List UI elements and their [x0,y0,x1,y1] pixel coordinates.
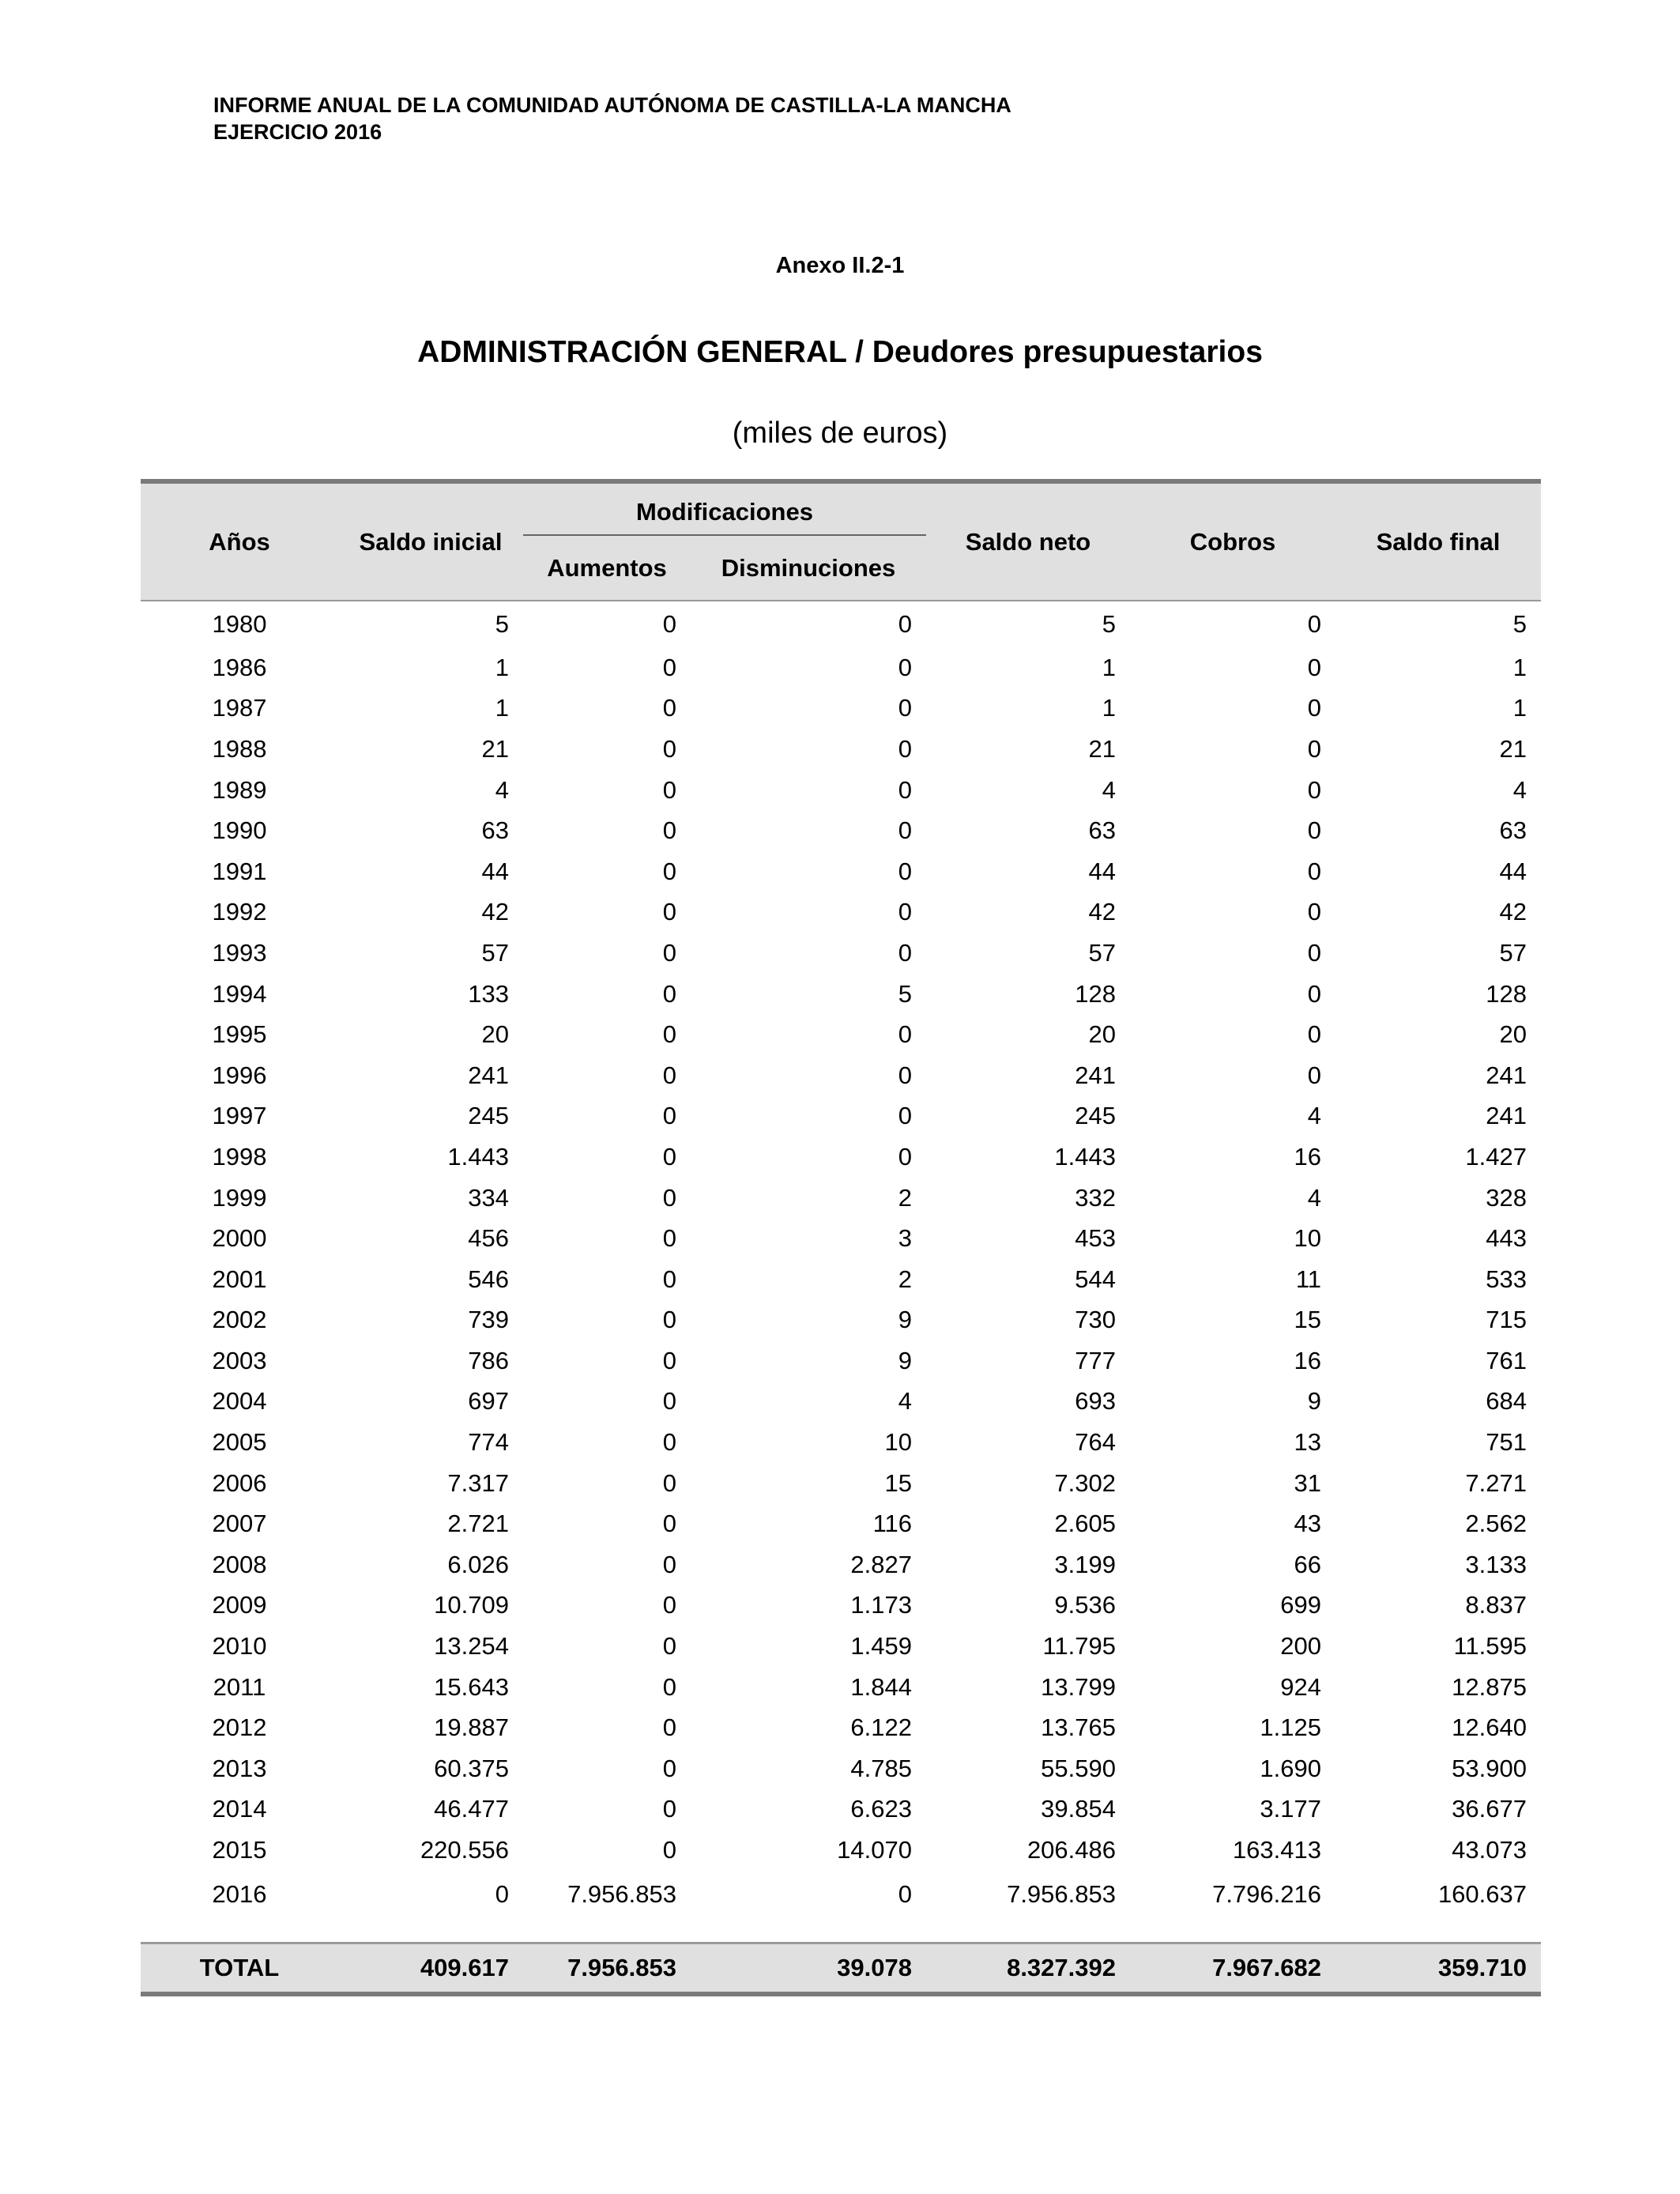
total-label: TOTAL [141,1943,338,1994]
cell-saldo-final: 2.562 [1465,1510,1527,1538]
cell-aumentos: 0 [662,1306,676,1334]
cell-saldo-neto: 693 [1075,1387,1116,1416]
cell-saldo-inicial: 44 [481,857,509,885]
cell-year: 2014 [212,1795,267,1823]
cell-cobros: 31 [1294,1468,1321,1497]
cell-year: 1997 [212,1102,267,1130]
cell-saldo-neto: 245 [1075,1102,1116,1130]
cell-saldo-final: 43.073 [1452,1836,1527,1864]
cell-saldo-final: 44 [1499,857,1527,885]
total-aumentos: 7.956.853 [523,1943,691,1994]
cell-aumentos: 0 [662,1183,676,1212]
cell-disminuciones: 0 [898,938,912,967]
total-spacer [141,1918,1541,1943]
cell-saldo-final: 533 [1486,1265,1527,1293]
table-row [141,1178,1541,1219]
cell-year: 1986 [212,653,267,681]
debtors-table-container [141,479,1541,1996]
cell-aumentos: 0 [662,1387,676,1416]
cell-cobros: 0 [1307,1061,1321,1089]
cell-saldo-final: 63 [1499,816,1527,845]
table-row [141,1096,1541,1137]
cell-year: 2008 [212,1550,267,1578]
cell-saldo-inicial: 57 [481,938,509,967]
cell-saldo-neto: 730 [1075,1306,1116,1334]
cell-year: 1993 [212,938,267,967]
document-header [213,92,1011,145]
cell-disminuciones: 9 [898,1346,912,1374]
cell-disminuciones: 4 [898,1387,912,1416]
table-row [141,1544,1541,1585]
cell-saldo-inicial: 1.443 [447,1142,509,1171]
cell-year: 1990 [212,816,267,845]
table-row [141,1585,1541,1627]
table-row [141,601,1541,647]
cell-aumentos: 0 [662,1346,676,1374]
cell-cobros: 163.413 [1232,1836,1321,1864]
cell-aumentos: 0 [662,1713,676,1742]
cell-cobros: 16 [1294,1142,1321,1171]
cell-saldo-neto: 777 [1075,1346,1116,1374]
cell-disminuciones: 116 [872,1510,912,1538]
cell-saldo-final: 160.637 [1437,1879,1527,1908]
cell-saldo-inicial: 546 [468,1265,509,1293]
cell-year: 2004 [212,1387,267,1416]
cell-cobros: 66 [1294,1550,1321,1578]
cell-saldo-final: 8.837 [1465,1591,1527,1619]
col-header-saldo-final: Saldo final [1335,481,1541,600]
cell-disminuciones: 15 [884,1468,912,1497]
cell-cobros: 16 [1294,1346,1321,1374]
cell-cobros: 4 [1307,1183,1321,1212]
cell-saldo-inicial: 739 [468,1306,509,1334]
cell-cobros: 15 [1294,1306,1321,1334]
col-header-saldo-neto: Saldo neto [926,481,1130,600]
table-row [141,1463,1541,1504]
cell-disminuciones: 0 [898,1061,912,1089]
cell-aumentos: 0 [662,1224,676,1253]
cell-cobros: 0 [1307,1020,1321,1049]
header-line-2: EJERCICIO 2016 [213,120,382,144]
cell-saldo-neto: 7.302 [1054,1468,1116,1497]
table-row [141,1300,1541,1341]
cell-saldo-inicial: 697 [468,1387,509,1416]
cell-saldo-final: 241 [1486,1061,1527,1089]
cell-saldo-neto: 241 [1075,1061,1116,1089]
cell-aumentos: 0 [662,938,676,967]
cell-saldo-neto: 764 [1075,1428,1116,1457]
cell-saldo-inicial: 10.709 [434,1591,509,1619]
cell-disminuciones: 1.459 [850,1632,912,1661]
cell-year: 2007 [212,1510,267,1538]
table-row [141,1340,1541,1382]
cell-saldo-neto: 453 [1075,1224,1116,1253]
cell-saldo-neto: 5 [1102,610,1116,638]
total-cobros: 7.967.682 [1130,1943,1335,1994]
cell-saldo-neto: 1 [1102,653,1116,681]
cell-cobros: 7.796.216 [1212,1879,1321,1908]
cell-saldo-final: 761 [1486,1346,1527,1374]
cell-saldo-neto: 2.605 [1054,1510,1116,1538]
cell-aumentos: 7.956.853 [567,1879,676,1908]
cell-year: 1998 [212,1142,267,1171]
cell-saldo-final: 20 [1499,1020,1527,1049]
cell-saldo-neto: 11.795 [1042,1632,1116,1661]
cell-cobros: 0 [1307,610,1321,638]
cell-disminuciones: 3 [898,1224,912,1253]
cell-year: 1988 [212,734,267,763]
table-row [141,933,1541,974]
cell-cobros: 0 [1307,857,1321,885]
cell-saldo-inicial: 63 [481,816,509,845]
total-saldo-final: 359.710 [1335,1943,1541,1994]
cell-saldo-final: 57 [1499,938,1527,967]
cell-aumentos: 0 [662,734,676,763]
cell-year: 2003 [212,1346,267,1374]
table-row [141,1503,1541,1544]
cell-year: 2012 [212,1713,267,1742]
cell-disminuciones: 0 [898,1879,912,1908]
cell-saldo-inicial: 0 [495,1879,509,1908]
col-header-cobros: Cobros [1130,481,1335,600]
cell-saldo-final: 11.595 [1453,1632,1527,1661]
cell-year: 2016 [212,1879,267,1908]
cell-aumentos: 0 [662,857,676,885]
table-row [141,974,1541,1015]
cell-cobros: 0 [1307,979,1321,1008]
cell-saldo-neto: 1.443 [1054,1142,1116,1171]
cell-aumentos: 0 [662,610,676,638]
cell-saldo-final: 42 [1499,898,1527,926]
col-header-disminuciones: Disminuciones [691,535,926,600]
cell-saldo-neto: 63 [1088,816,1116,845]
cell-disminuciones: 0 [898,610,912,638]
table-row [141,1626,1541,1667]
cell-saldo-inicial: 15.643 [434,1672,509,1701]
cell-aumentos: 0 [662,1142,676,1171]
table-header [141,481,1541,600]
table-row [141,1830,1541,1871]
table-row [141,1871,1541,1918]
cell-saldo-inicial: 456 [468,1224,509,1253]
cell-saldo-final: 21 [1499,734,1527,763]
cell-saldo-inicial: 7.317 [447,1468,509,1497]
cell-saldo-final: 751 [1486,1428,1527,1457]
cell-year: 2015 [212,1836,267,1864]
cell-saldo-final: 715 [1486,1306,1527,1334]
cell-cobros: 11 [1295,1265,1321,1293]
cell-aumentos: 0 [662,1550,676,1578]
table-row [141,1422,1541,1463]
cell-year: 1996 [212,1061,267,1089]
cell-aumentos: 0 [662,775,676,804]
cell-year: 1994 [212,979,267,1008]
cell-disminuciones: 1.844 [850,1672,912,1701]
cell-saldo-final: 1.427 [1465,1142,1527,1171]
cell-year: 2006 [212,1468,267,1497]
cell-cobros: 0 [1307,734,1321,763]
cell-saldo-final: 7.271 [1465,1468,1527,1497]
cell-disminuciones: 14.070 [837,1836,912,1864]
cell-saldo-inicial: 4 [495,775,509,804]
cell-saldo-final: 3.133 [1465,1550,1527,1578]
table-row [141,892,1541,933]
cell-saldo-final: 1 [1512,653,1527,681]
cell-saldo-inicial: 786 [468,1346,509,1374]
cell-saldo-final: 12.640 [1452,1713,1527,1742]
cell-saldo-neto: 544 [1075,1265,1116,1293]
cell-saldo-neto: 1 [1102,694,1116,722]
cell-disminuciones: 9 [898,1306,912,1334]
cell-aumentos: 0 [662,1795,676,1823]
cell-year: 1995 [212,1020,267,1049]
cell-disminuciones: 0 [898,857,912,885]
table-row [141,810,1541,851]
cell-saldo-neto: 4 [1102,775,1116,804]
cell-aumentos: 0 [662,1510,676,1538]
table-row [141,1055,1541,1096]
total-saldo-inicial: 409.617 [338,1943,523,1994]
cell-disminuciones: 0 [898,775,912,804]
col-header-modificaciones: Modificaciones [523,481,926,535]
cell-saldo-inicial: 42 [481,898,509,926]
debtors-table [141,479,1541,1996]
cell-saldo-final: 128 [1486,979,1527,1008]
cell-disminuciones: 4.785 [850,1754,912,1782]
cell-aumentos: 0 [662,898,676,926]
cell-saldo-inicial: 21 [481,734,509,763]
header-line-1: INFORME ANUAL DE LA COMUNIDAD AUTÓNOMA DE CASTILLA-LA MANCHA [213,93,1011,117]
cell-saldo-inicial: 774 [468,1428,509,1457]
cell-year: 2009 [212,1591,267,1619]
total-saldo-neto: 8.327.392 [926,1943,1130,1994]
cell-disminuciones: 6.623 [850,1795,912,1823]
cell-aumentos: 0 [662,1591,676,1619]
cell-disminuciones: 0 [898,653,912,681]
cell-cobros: 0 [1307,816,1321,845]
cell-disminuciones: 0 [898,1020,912,1049]
cell-year: 1992 [212,898,267,926]
cell-saldo-neto: 206.486 [1026,1836,1116,1864]
col-header-years: Años [141,481,338,600]
table-row [141,770,1541,811]
cell-saldo-final: 328 [1486,1183,1527,1212]
cell-year: 2001 [212,1265,267,1293]
cell-saldo-neto: 20 [1088,1020,1116,1049]
cell-cobros: 0 [1307,694,1321,722]
cell-year: 1987 [212,694,267,722]
cell-year: 2002 [212,1306,267,1334]
table-row [141,688,1541,729]
cell-saldo-inicial: 13.254 [434,1632,509,1661]
cell-cobros: 1.690 [1260,1754,1321,1782]
cell-saldo-final: 4 [1512,775,1527,804]
cell-disminuciones: 2.827 [850,1550,912,1578]
cell-saldo-inicial: 334 [468,1183,509,1212]
cell-year: 2005 [212,1428,267,1457]
table-row [141,647,1541,688]
cell-disminuciones: 0 [898,898,912,926]
total-row [141,1943,1541,1994]
cell-disminuciones: 0 [898,734,912,763]
cell-saldo-neto: 55.590 [1041,1754,1116,1782]
units-label: (miles de euros) [732,417,948,450]
cell-aumentos: 0 [662,816,676,845]
cell-year: 2010 [212,1632,267,1661]
cell-disminuciones: 10 [884,1428,912,1457]
cell-saldo-neto: 7.956.853 [1007,1879,1116,1908]
table-row [141,851,1541,892]
total-disminuciones: 39.078 [691,1943,926,1994]
cell-saldo-inicial: 6.026 [447,1550,509,1578]
cell-year: 1999 [212,1183,267,1212]
table-row [141,1218,1541,1259]
cell-saldo-neto: 57 [1088,938,1116,967]
cell-aumentos: 0 [662,1102,676,1130]
cell-aumentos: 0 [662,1672,676,1701]
table-row [141,1707,1541,1748]
page-title: ADMINISTRACIÓN GENERAL / Deudores presupuestarios [417,335,1263,369]
cell-aumentos: 0 [662,979,676,1008]
cell-disminuciones: 0 [898,694,912,722]
table-row [141,1137,1541,1178]
cell-year: 2011 [213,1672,266,1701]
cell-saldo-neto: 9.536 [1054,1591,1116,1619]
cell-cobros: 10 [1294,1224,1321,1253]
table-row [141,1014,1541,1055]
table-body [141,601,1541,1918]
table-row [141,1382,1541,1423]
cell-saldo-neto: 13.765 [1041,1713,1116,1742]
cell-aumentos: 0 [662,1020,676,1049]
cell-cobros: 0 [1307,653,1321,681]
cell-aumentos: 0 [662,1468,676,1497]
cell-saldo-final: 684 [1486,1387,1527,1416]
cell-disminuciones: 2 [898,1265,912,1293]
cell-disminuciones: 6.122 [850,1713,912,1742]
cell-cobros: 924 [1280,1672,1321,1701]
cell-saldo-final: 5 [1512,610,1527,638]
cell-disminuciones: 0 [898,816,912,845]
cell-saldo-final: 53.900 [1452,1754,1527,1782]
cell-saldo-inicial: 46.477 [434,1795,509,1823]
cell-aumentos: 0 [662,694,676,722]
cell-aumentos: 0 [662,1836,676,1864]
cell-saldo-neto: 3.199 [1054,1550,1116,1578]
cell-saldo-inicial: 241 [468,1061,509,1089]
cell-aumentos: 0 [662,1265,676,1293]
cell-saldo-inicial: 20 [481,1020,509,1049]
cell-saldo-neto: 128 [1075,979,1116,1008]
table-row [141,1259,1541,1300]
cell-year: 1980 [212,610,267,638]
cell-saldo-inicial: 133 [468,979,509,1008]
cell-year: 2013 [212,1754,267,1782]
cell-aumentos: 0 [662,1632,676,1661]
cell-disminuciones: 5 [898,979,912,1008]
cell-cobros: 200 [1280,1632,1321,1661]
cell-cobros: 9 [1307,1387,1321,1416]
cell-saldo-neto: 332 [1075,1183,1116,1212]
cell-saldo-neto: 42 [1088,898,1116,926]
cell-cobros: 0 [1307,938,1321,967]
cell-disminuciones: 0 [898,1102,912,1130]
cell-cobros: 0 [1307,898,1321,926]
cell-cobros: 3.177 [1260,1795,1321,1823]
cell-cobros: 43 [1294,1510,1321,1538]
cell-saldo-inicial: 1 [495,694,509,722]
table-row [141,1748,1541,1789]
cell-cobros: 0 [1307,775,1321,804]
cell-year: 1989 [212,775,267,804]
cell-cobros: 699 [1280,1591,1321,1619]
cell-aumentos: 0 [662,1061,676,1089]
cell-saldo-inicial: 19.887 [434,1713,509,1742]
cell-aumentos: 0 [662,1428,676,1457]
cell-cobros: 4 [1307,1102,1321,1130]
table-row [141,1789,1541,1830]
cell-saldo-inicial: 1 [495,653,509,681]
cell-saldo-inicial: 60.375 [434,1754,509,1782]
cell-cobros: 13 [1294,1428,1321,1457]
cell-saldo-final: 241 [1486,1102,1527,1130]
cell-saldo-neto: 44 [1088,857,1116,885]
annex-label: Anexo II.2-1 [775,253,905,278]
cell-aumentos: 0 [662,1754,676,1782]
cell-saldo-final: 443 [1486,1224,1527,1253]
cell-saldo-inicial: 5 [495,610,509,638]
cell-saldo-inicial: 245 [468,1102,509,1130]
col-header-aumentos: Aumentos [523,535,691,600]
table-row [141,729,1541,770]
cell-disminuciones: 2 [898,1183,912,1212]
cell-disminuciones: 1.173 [850,1591,912,1619]
cell-cobros: 1.125 [1260,1713,1321,1742]
table-row [141,1667,1541,1708]
cell-year: 1991 [212,857,267,885]
cell-aumentos: 0 [662,653,676,681]
cell-saldo-neto: 39.854 [1041,1795,1116,1823]
cell-saldo-neto: 13.799 [1041,1672,1116,1701]
cell-year: 2000 [212,1224,267,1253]
col-header-saldo-inicial: Saldo inicial [338,481,523,600]
cell-saldo-final: 36.677 [1452,1795,1527,1823]
cell-saldo-inicial: 220.556 [420,1836,509,1864]
cell-saldo-final: 1 [1512,694,1527,722]
cell-saldo-final: 12.875 [1452,1672,1527,1701]
cell-disminuciones: 0 [898,1142,912,1171]
cell-saldo-inicial: 2.721 [447,1510,509,1538]
cell-saldo-neto: 21 [1088,734,1116,763]
